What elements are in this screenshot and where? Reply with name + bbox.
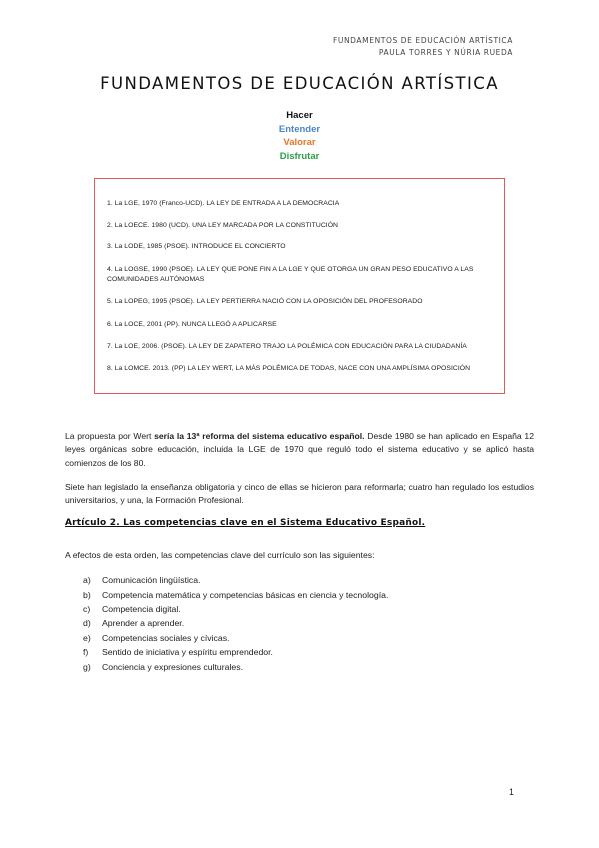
paragraph-wert (65, 430, 534, 470)
list-item-text: Competencia digital. (102, 604, 181, 614)
list-item (83, 645, 273, 659)
verb-valorar: Valorar (283, 137, 316, 148)
law-item: 4. La LOGSE, 1990 (PSOE). LA LEY QUE PONE FIN A LA LGE Y QUE OTORGA UN GRAN PESO EDUCATIVO A LAS COMUNIDADES AUTÓNOMAS (107, 266, 474, 283)
list-marker: a) (83, 575, 91, 585)
verbs-list (0, 109, 599, 163)
list-item-text: Competencia matemática y competencias básicas en ciencia y tecnología. (102, 590, 389, 600)
list-item (83, 602, 181, 616)
list-item (83, 631, 229, 645)
list-item-text: Sentido de iniciativa y espíritu emprendedor. (102, 647, 273, 657)
law-item: 8. La LOMCE. 2013. (PP) LA LEY WERT, LA MÁS POLÉMICA DE TODAS, NACE CON UNA AMPLÍSIMA OPOSICIÓN (107, 365, 471, 372)
list-item-text: Aprender a aprender. (102, 618, 185, 628)
header-authors: PAULA TORRES Y NÚRIA RUEDA (378, 48, 513, 57)
competencias-intro: A efectos de esta orden, las competencias clave del currículo son las siguientes: (65, 550, 375, 560)
law-item: 6. La LOCE, 2001 (PP). NUNCA LLEGÓ A APLICARSE (107, 321, 277, 328)
verb-hacer: Hacer (286, 110, 313, 121)
law-item: 7. La LOE, 2006. (PSOE). LA LEY DE ZAPATERO TRAJO LA POLÉMICA CON EDUCACIÓN PARA LA CIUDADANÍA (107, 343, 467, 350)
list-marker: e) (83, 633, 91, 643)
article-heading: Artículo 2. Las competencias clave en el Sistema Educativo Español. (65, 518, 426, 528)
verb-disfrutar: Disfrutar (279, 150, 320, 162)
page-number: 1 (509, 787, 514, 797)
list-item (83, 588, 388, 602)
list-marker: c) (83, 604, 91, 614)
list-marker: b) (83, 590, 91, 600)
header-title: FUNDAMENTOS DE EDUCACIÓN ARTÍSTICA (332, 36, 513, 45)
laws-box (94, 178, 505, 394)
running-header (333, 35, 513, 59)
law-item: 1. La LGE, 1970 (Franco-UCD). LA LEY DE ENTRADA A LA DEMOCRACIA (107, 200, 340, 207)
list-marker: d) (83, 618, 91, 628)
verb-entender: Entender (278, 123, 321, 135)
list-item (83, 660, 243, 674)
list-item-text: Competencias sociales y cívicas. (102, 633, 230, 643)
list-item-text: Comunicación lingüística. (102, 575, 201, 585)
list-marker: f) (83, 647, 89, 657)
law-item: 3. La LODE, 1985 (PSOE). INTRODUCE EL CONCIERTO (107, 243, 286, 250)
paragraph-bold-text: sería la 13ª reforma del sistema educativo español. (154, 431, 365, 441)
law-item: 2. La LOECE. 1980 (UCD). UNA LEY MARCADA POR LA CONSTITUCIÓN (107, 222, 339, 229)
list-item (83, 573, 201, 587)
list-item-text: Conciencia y expresiones culturales. (102, 662, 244, 672)
list-item (83, 616, 184, 630)
paragraph-text: Desde 1980 se han aplicado en España 12 leyes orgánicas sobre educación, incluida la LGE de 1970 que reguló todo el sistema educativo y se aplicó hasta comienzos de los 80. (65, 431, 534, 468)
paragraph-laws-count: Siete han legislado la enseñanza obligatoria y cinco de ellas se hicieron para reformarla; cuatro han regulado los estudios universitarios, y una, la Formación Profesional. (65, 482, 534, 506)
list-marker: g) (83, 662, 91, 672)
paragraph-text: La propuesta por Wert (65, 431, 155, 441)
law-item: 5. La LOPEG, 1995 (PSOE). LA LEY PERTIERRA NACIÓ CON LA OPOSICIÓN DEL PROFESORADO (107, 298, 423, 305)
page-title: FUNDAMENTOS DE EDUCACIÓN ARTÍSTICA (100, 74, 499, 93)
